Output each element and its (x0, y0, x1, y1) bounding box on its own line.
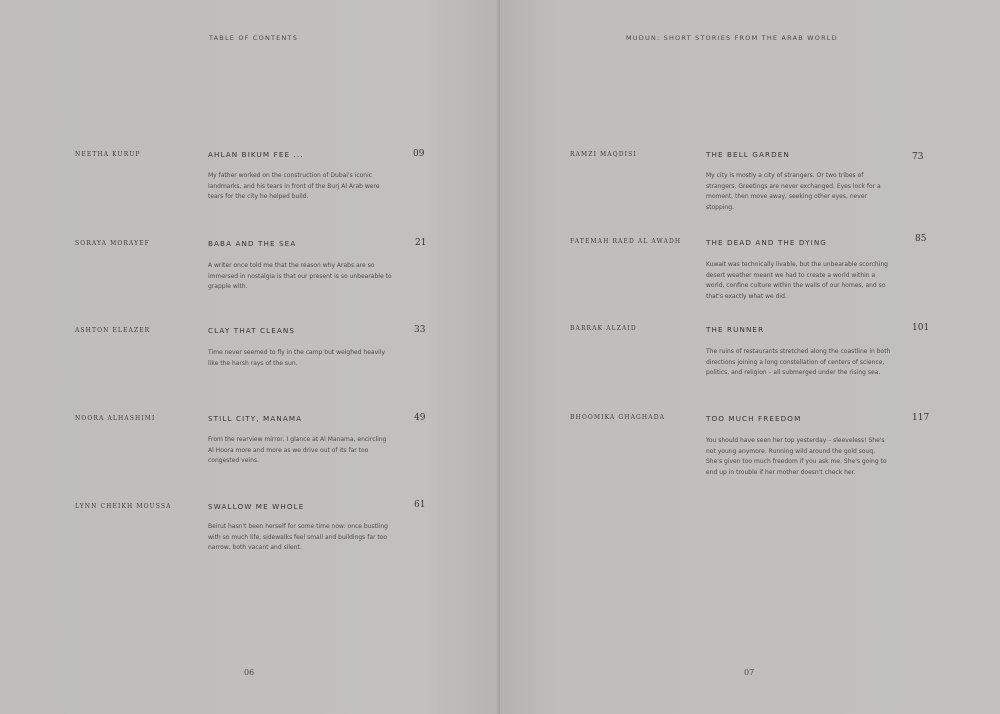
story-title: THE RUNNER (706, 325, 765, 334)
page-number: 117 (912, 413, 930, 423)
story-title: CLAY THAT CLEANS (208, 326, 296, 335)
author-name: BHOOMIKA GHAGHADA (570, 414, 666, 421)
page-number: 61 (414, 500, 426, 510)
story-blurb: The ruins of restaurants stretched along the coastline in both directions joining a long constellation of centers of science, politics, and religion – all submerged under the rising sea. (706, 348, 891, 376)
story-title: AHLAN BIKUM FEE ... (208, 150, 304, 159)
folio: 06 (244, 668, 255, 677)
author-name: FATEMAH RAED AL AWADH (570, 238, 682, 245)
author-name: RAMZI MAQDISI (570, 151, 637, 158)
page-number: 21 (415, 238, 427, 248)
author-name: LYNN CHEIKH MOUSSA (75, 503, 172, 510)
story-blurb: From the rearview mirror, I glance at Al Manama, encircling Al Hoora more and more as we drive out of its far too congested veins. (208, 436, 387, 464)
author-name: NEETHA KURUP (75, 151, 141, 158)
page-number: 49 (414, 413, 426, 423)
story-blurb: Beirut hasn't been herself for some time now: once bustling with so much life, sidewalks feel small and buildings far too narrow, both vacant and silent. (208, 523, 388, 551)
story-blurb: My father worked on the construction of Dubai's iconic landmarks, and his tears in front of the Burj Al Arab were tears for the city he helped build. (208, 172, 380, 200)
author-name: ASHTON ELEAZER (75, 327, 151, 334)
author-name: SORAYA MORAYEF (75, 240, 150, 247)
story-blurb: A writer once told me that the reason why Arabs are so immersed in nostalgia is that our present is so unbearable to grapple with. (208, 262, 392, 290)
author-name: BARRAK ALZAID (570, 325, 637, 332)
story-title: TOO MUCH FREEDOM (706, 414, 802, 423)
story-title: THE DEAD AND THE DYING (706, 238, 827, 247)
page-number: 09 (413, 149, 425, 159)
running-head: TABLE OF CONTENTS (209, 34, 299, 42)
story-blurb: You should have seen her top yesterday – sleeveless! She's not young anymore. Running wild around the gold souq. She's given too much freedom if you ask me. She's going to end up in trouble if her mother doesn't check her. (706, 437, 887, 476)
story-blurb: Time never seemed to fly in the camp but weighed heavily like the harsh rays of the sun. (208, 349, 386, 367)
page-number: 101 (912, 323, 930, 333)
running-head: MUDUN: SHORT STORIES FROM THE ARAB WORLD (626, 34, 838, 42)
page-number: 33 (414, 325, 426, 335)
author-name: NOORA ALHASHIMI (75, 415, 156, 422)
right-page (500, 0, 1000, 714)
story-blurb: Kuwait was technically livable, but the unbearable scorching desert weather meant we had to create a world within a world, confine culture within the walls of our homes, and so that's exactly what we did. (706, 261, 888, 300)
story-title: THE BELL GARDEN (706, 150, 790, 159)
story-title: STILL CITY, MANAMA (208, 414, 303, 423)
page-number: 73 (912, 152, 924, 162)
story-title: BABA AND THE SEA (208, 239, 297, 248)
story-blurb: My city is mostly a city of strangers. Or two tribes of strangers. Greetings are never exchanged. Eyes lock for a moment, then move away, seeking other eyes, never stopping. (706, 172, 881, 211)
folio: 07 (744, 668, 755, 677)
story-title: SWALLOW ME WHOLE (208, 502, 305, 511)
page-number: 85 (915, 234, 927, 244)
